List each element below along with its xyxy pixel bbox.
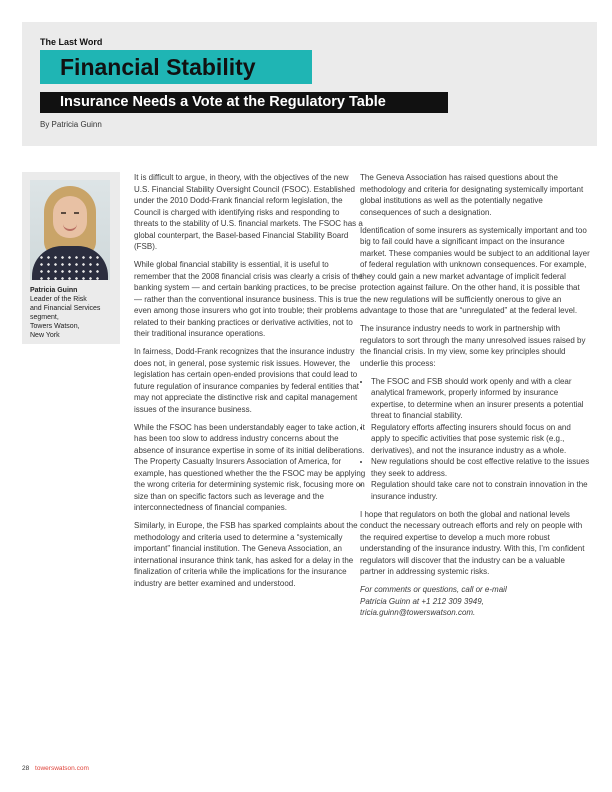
paragraph: While global financial stability is essential, it is useful to remember that the 2008 financial crisis was clearly a crisis of the banking system — and certain banking practices, to be precise — rather than the conventional insurance business. This is true even among those insurers who got into trouble; their problems related to their banking practices or derivative activities, not to their traditional insurance operations. [134,260,363,338]
contact-note [360,584,592,619]
closing-paragraph: I hope that regulators on both the global and national levels conduct the necessary outreach efforts and rely on people with the required expertise to develop a much more robust understanding of the insurance industry. With this, I’m confident regulators will discover that the industry can be a valuable partner in addressing systemic risks. [360,509,585,576]
byline: By Patricia Guinn [40,120,102,129]
subtitle-box [40,92,448,113]
author-name: Patricia Guinn [30,287,78,294]
footer-site-link[interactable]: towerswatson.com [35,765,89,772]
list-item: • Regulation should take care not to constrain innovation in the insurance industry. [371,479,592,502]
header-band [22,22,597,146]
author-role-line: Leader of the Risk [30,296,87,303]
list-item: • New regulations should be cost effective relative to the issues they seek to address. [371,456,592,479]
page-subtitle: Insurance Needs a Vote at the Regulatory Table [60,94,386,110]
page-footer [22,765,89,772]
paragraph: It is difficult to argue, in theory, with the objectives of the new U.S. Financial Stability Oversight Council (FSOC). Established under the 2010 Dodd-Frank financial reform legislation, the Council is charged with identifying risks and responding to threats to the stability of U.S. financial markets. The FSOC has a global counterpart, the Basel-based Financial Stability Board (FSB). [134,173,363,251]
paragraph: The insurance industry needs to work in partnership with regulators to sort through the many unresolved issues raised by the financial crisis. In my view, some key principles should underlie this process: [360,324,586,368]
paragraph: Identification of some insurers as systemically important and too big to fail could have a significant impact on the insurance market. These companies would be subject to an additional layer of federal regulation with unknown consequences. For example, they could gain a new market advantage of implicit federal protection against failure. On the other hand, it is possible that the new regulations will be sufficiently onerous to give an advantage to those that are “unregulated” at the federal level. [360,225,590,315]
section-kicker: The Last Word [40,37,103,47]
paragraph: In fairness, Dodd-Frank recognizes that the insurance industry does not, in general, pose systemic risk issues. However, the legislation has certain open-ended provisions that could lead to future regulation of insurance companies by federal entities that may not appreciate the distinctive risk and capital management issues of the insurance business. [134,347,360,414]
title-box [40,50,312,84]
author-caption [30,286,120,340]
paragraph: Similarly, in Europe, the FSB has sparked complaints about the methodology and criteria used to determine a “systemically important” financial institution. The Geneva Association, an international insurance think tank, has asked for a delay in the finalization of criteria while the implications for the insurance industry are better examined and understood. [134,521,358,588]
article-column-1 [134,172,366,596]
paragraph: While the FSOC has been understandably eager to take action, it has been too slow to address industry concerns about the absence of insurance expertise in some of its initial deliberations. The Property Casualty Insurers Association of America, for example, has questioned whether the the FSOC may be applying the wrong criteria for determining systemic risk, focusing more on size than on specific factors such as leverage and the interconnectedness of financial companies. [134,422,366,512]
paragraph: The Geneva Association has raised questions about the methodology and criteria for designating systemically important global institutions as well as the potentially negative consequences of such a designation. [360,173,584,217]
page-number: 28 [22,765,30,772]
principles-list [360,376,592,503]
list-item: • Regulatory efforts affecting insurers should focus on and apply to specific activities that pose systemic risk (e.g., derivatives), and not the insurance industry as a whole. [371,422,592,457]
author-photo [30,180,110,280]
author-role-line: New York [30,332,60,339]
contact-line: For comments or questions, call or e-mail [360,585,507,594]
contact-line: Patricia Guinn at +1 212 309 3949, [360,596,484,606]
author-box [22,172,120,344]
author-role-line: and Financial Services [30,305,101,312]
contact-email[interactable]: tricia.guinn@towerswatson.com. [360,608,476,617]
author-role-line: Towers Watson, [30,323,80,330]
author-role-line: segment, [30,314,59,321]
list-item: • The FSOC and FSB should work openly and with a clear analytical framework, properly informed by insurance expertise, to determine when an insurer presents a potential threat to financial stability. [371,376,592,422]
article-column-2 [360,172,592,625]
page-title: Financial Stability [60,54,256,80]
